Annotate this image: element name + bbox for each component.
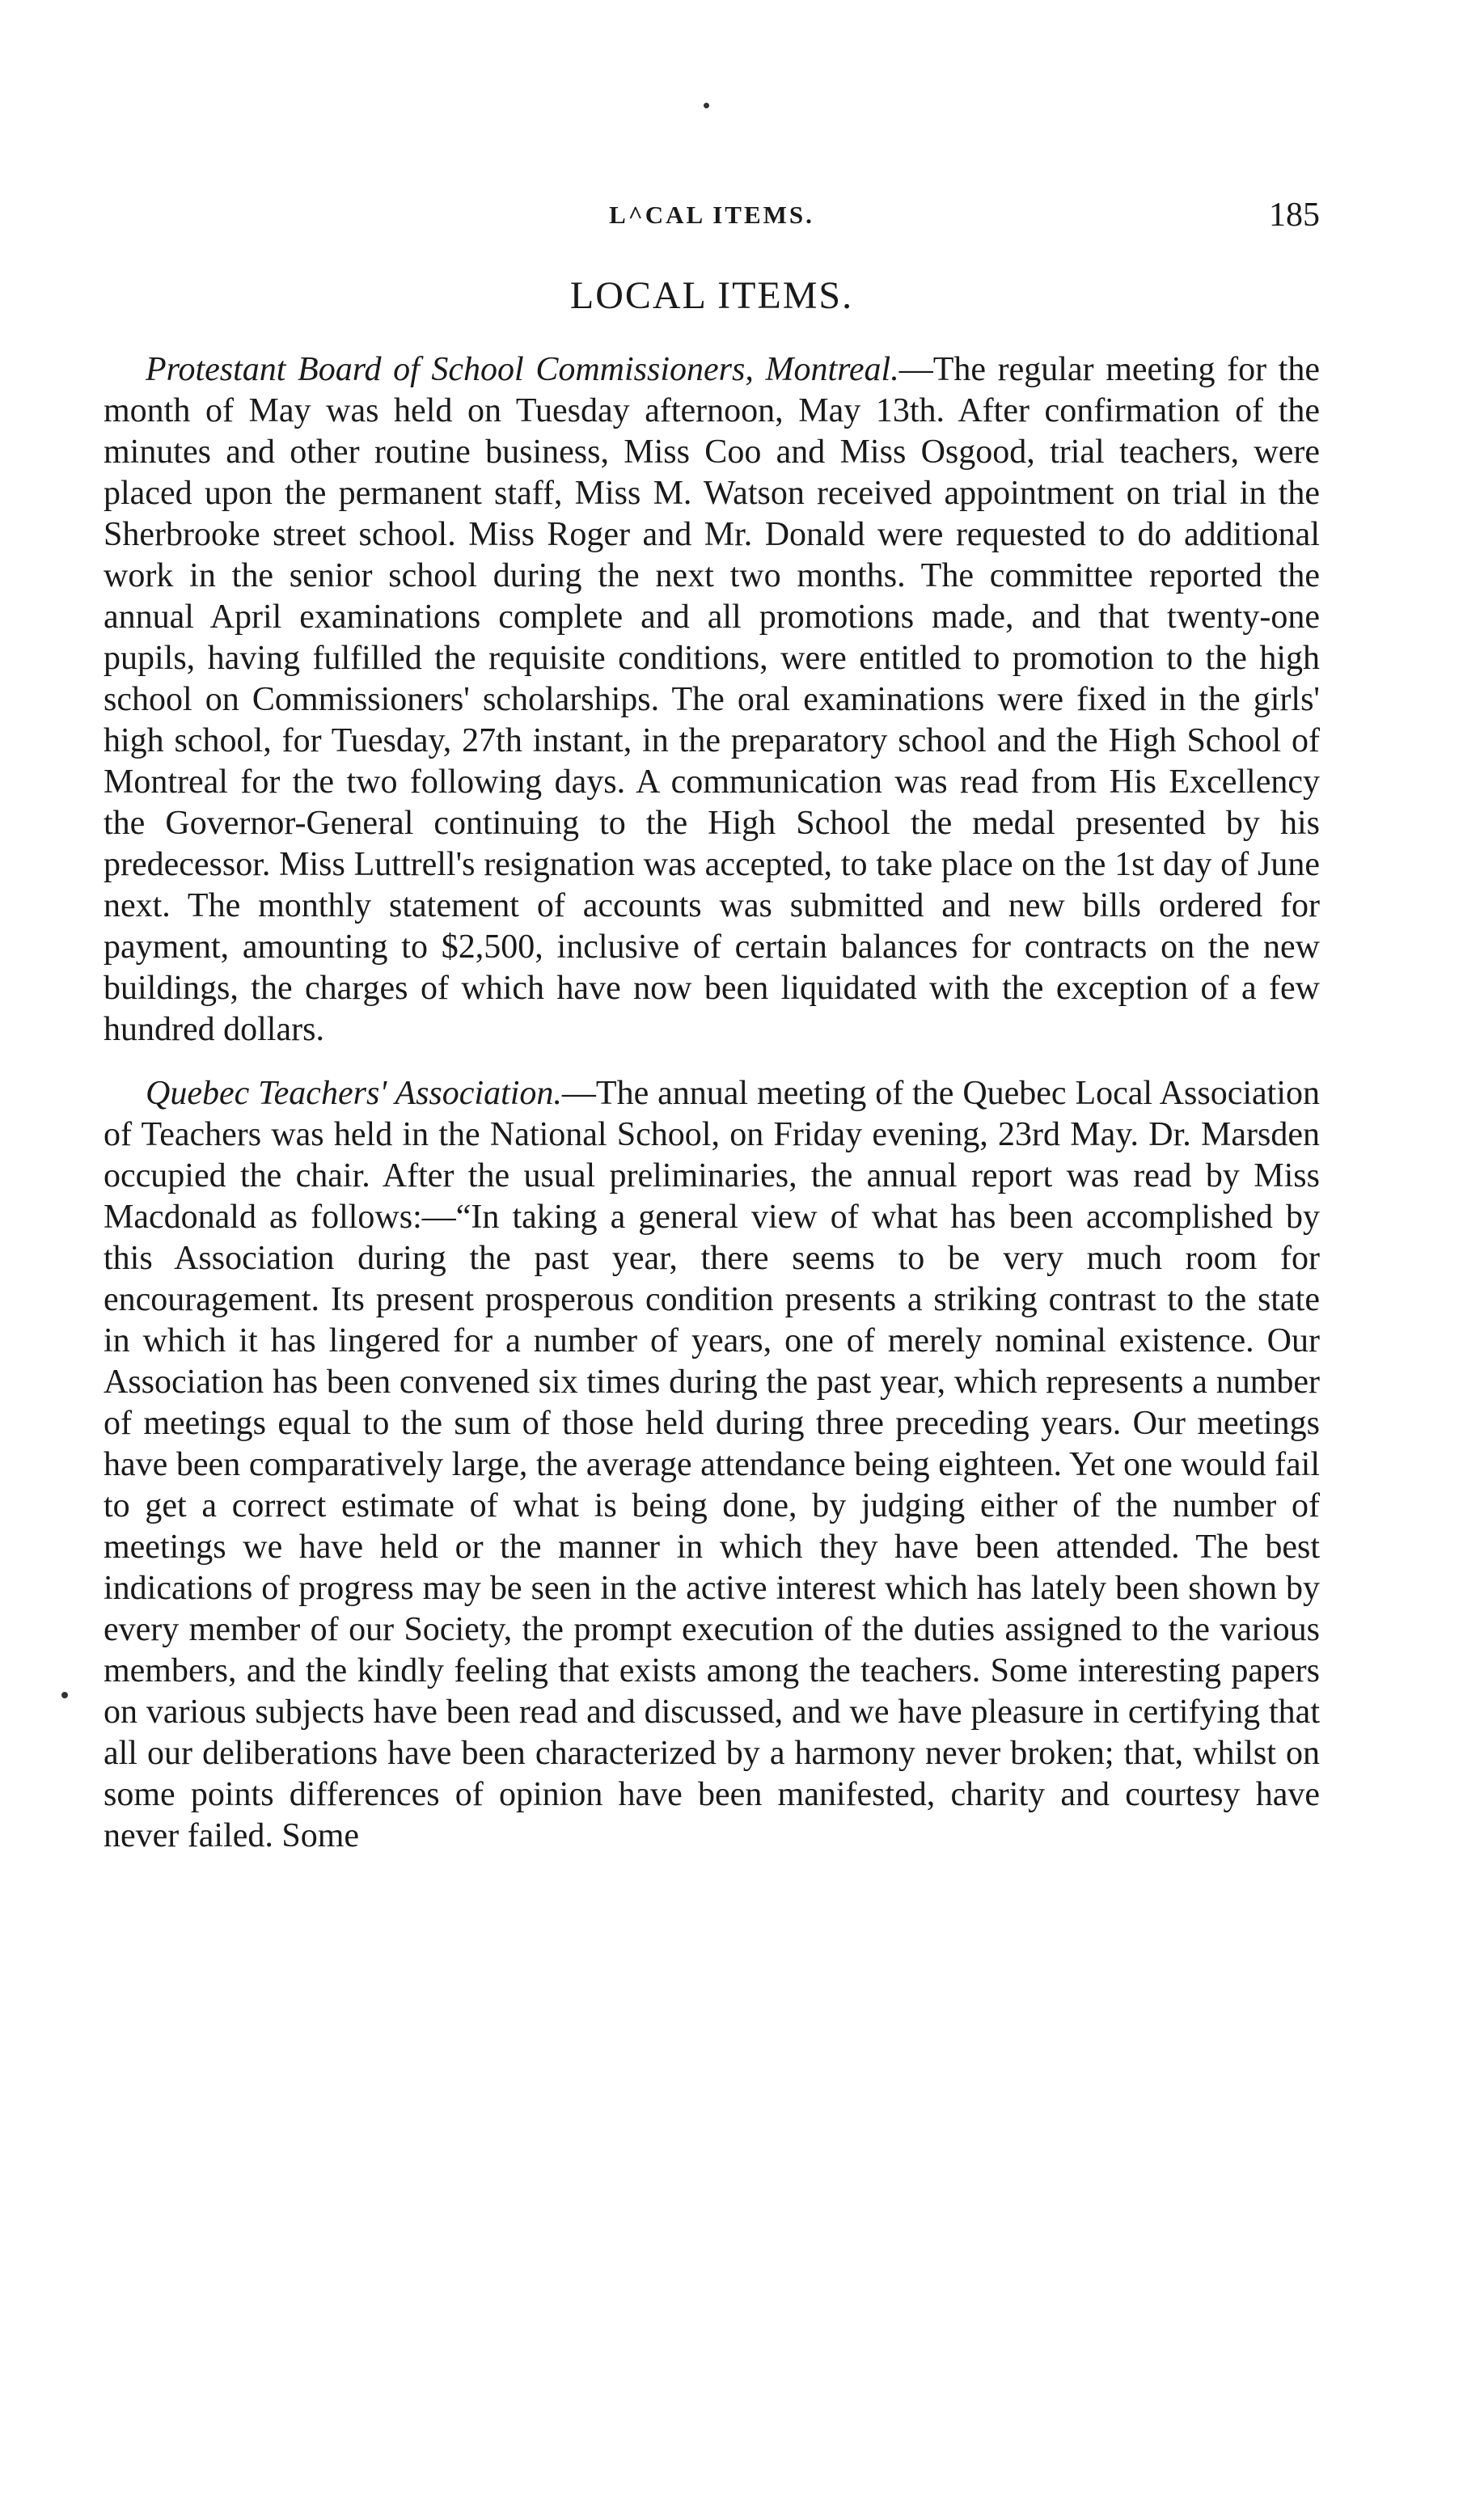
paragraph-quebec-teachers bbox=[104, 1073, 1320, 1857]
ink-speck bbox=[61, 1692, 68, 1698]
ink-speck bbox=[704, 103, 709, 108]
paragraph-protestant-board bbox=[104, 349, 1320, 1051]
page-number: 185 bbox=[1269, 197, 1320, 234]
section-title: LOCAL ITEMS. bbox=[569, 274, 854, 317]
article-body bbox=[104, 349, 1320, 1857]
running-head bbox=[104, 197, 1320, 244]
paragraph-lead: Quebec Teachers' Association. bbox=[146, 1075, 562, 1112]
paragraph-text: —The annual meeting of the Quebec Local Association of Teachers was held in the National School, on Friday evening, 23rd May. Dr. Marsden occupied the chair. After the usual preliminaries, the annual report was read by Miss Macdonald as follows:—“In taking a general view of what has been accomplished by this Association during the past year, there seems to be very much room for encouragement. Its present prosperous condition presents a striking contrast to the state in which it has lingered for a number of years, one of merely nominal existence. Our Association has been convened six times during the past year, which represents a number of meetings equal to the sum of those held during three preceding years. Our meetings have been comparatively large, the average attendance being eighteen. Yet one would fail to get a correct estimate of what is being done, by judging either of the number of meetings we have held or the manner in which they have been attended. The best indications of progress may be seen in the active interest which has lately been shown by every member of our Society, the prompt execution of the duties assigned to the various members, and the kindly feeling that exists among the teachers. Some interesting papers on various subjects have been read and discussed, and we have pleasure in certifying that all our deliberations have been characterized by a harmony never broken; that, whilst on some points differences of opinion have been manifested, charity and courtesy have never failed. Some bbox=[104, 1075, 1320, 1854]
paragraph-text: —The regular meeting for the month of May was held on Tuesday afternoon, May 13th. After confirmation of the minutes and other routine business, Miss Coo and Miss Osgood, trial teachers, were placed upon the permanent staff, Miss M. Watson received appointment on trial in the Sherbrooke street school. Miss Roger and Mr. Donald were requested to do additional work in the senior school during the next two months. The committee reported the annual April examinations complete and all promotions made, and that twenty-one pupils, having fulfilled the requisite conditions, were entitled to promotion to the high school on Commissioners' scholarships. The oral examinations were fixed in the girls' high school, for Tuesday, 27th instant, in the preparatory school and the High School of Montreal for the two following days. A communication was read from His Excellency the Governor-General continuing to the High School the medal presented by his predecessor. Miss Luttrell's resignation was accepted, to take place on the 1st day of June next. The monthly statement of accounts was submitted and new bills ordered for payment, amounting to $2,500, inclusive of certain balances for contracts on the new buildings, the charges of which have now been liquidated with the exception of a few hundred dollars. bbox=[104, 351, 1320, 1048]
running-title: L^CAL ITEMS. bbox=[609, 201, 814, 229]
paragraph-lead: Protestant Board of School Commissioners, Montreal. bbox=[146, 351, 899, 388]
